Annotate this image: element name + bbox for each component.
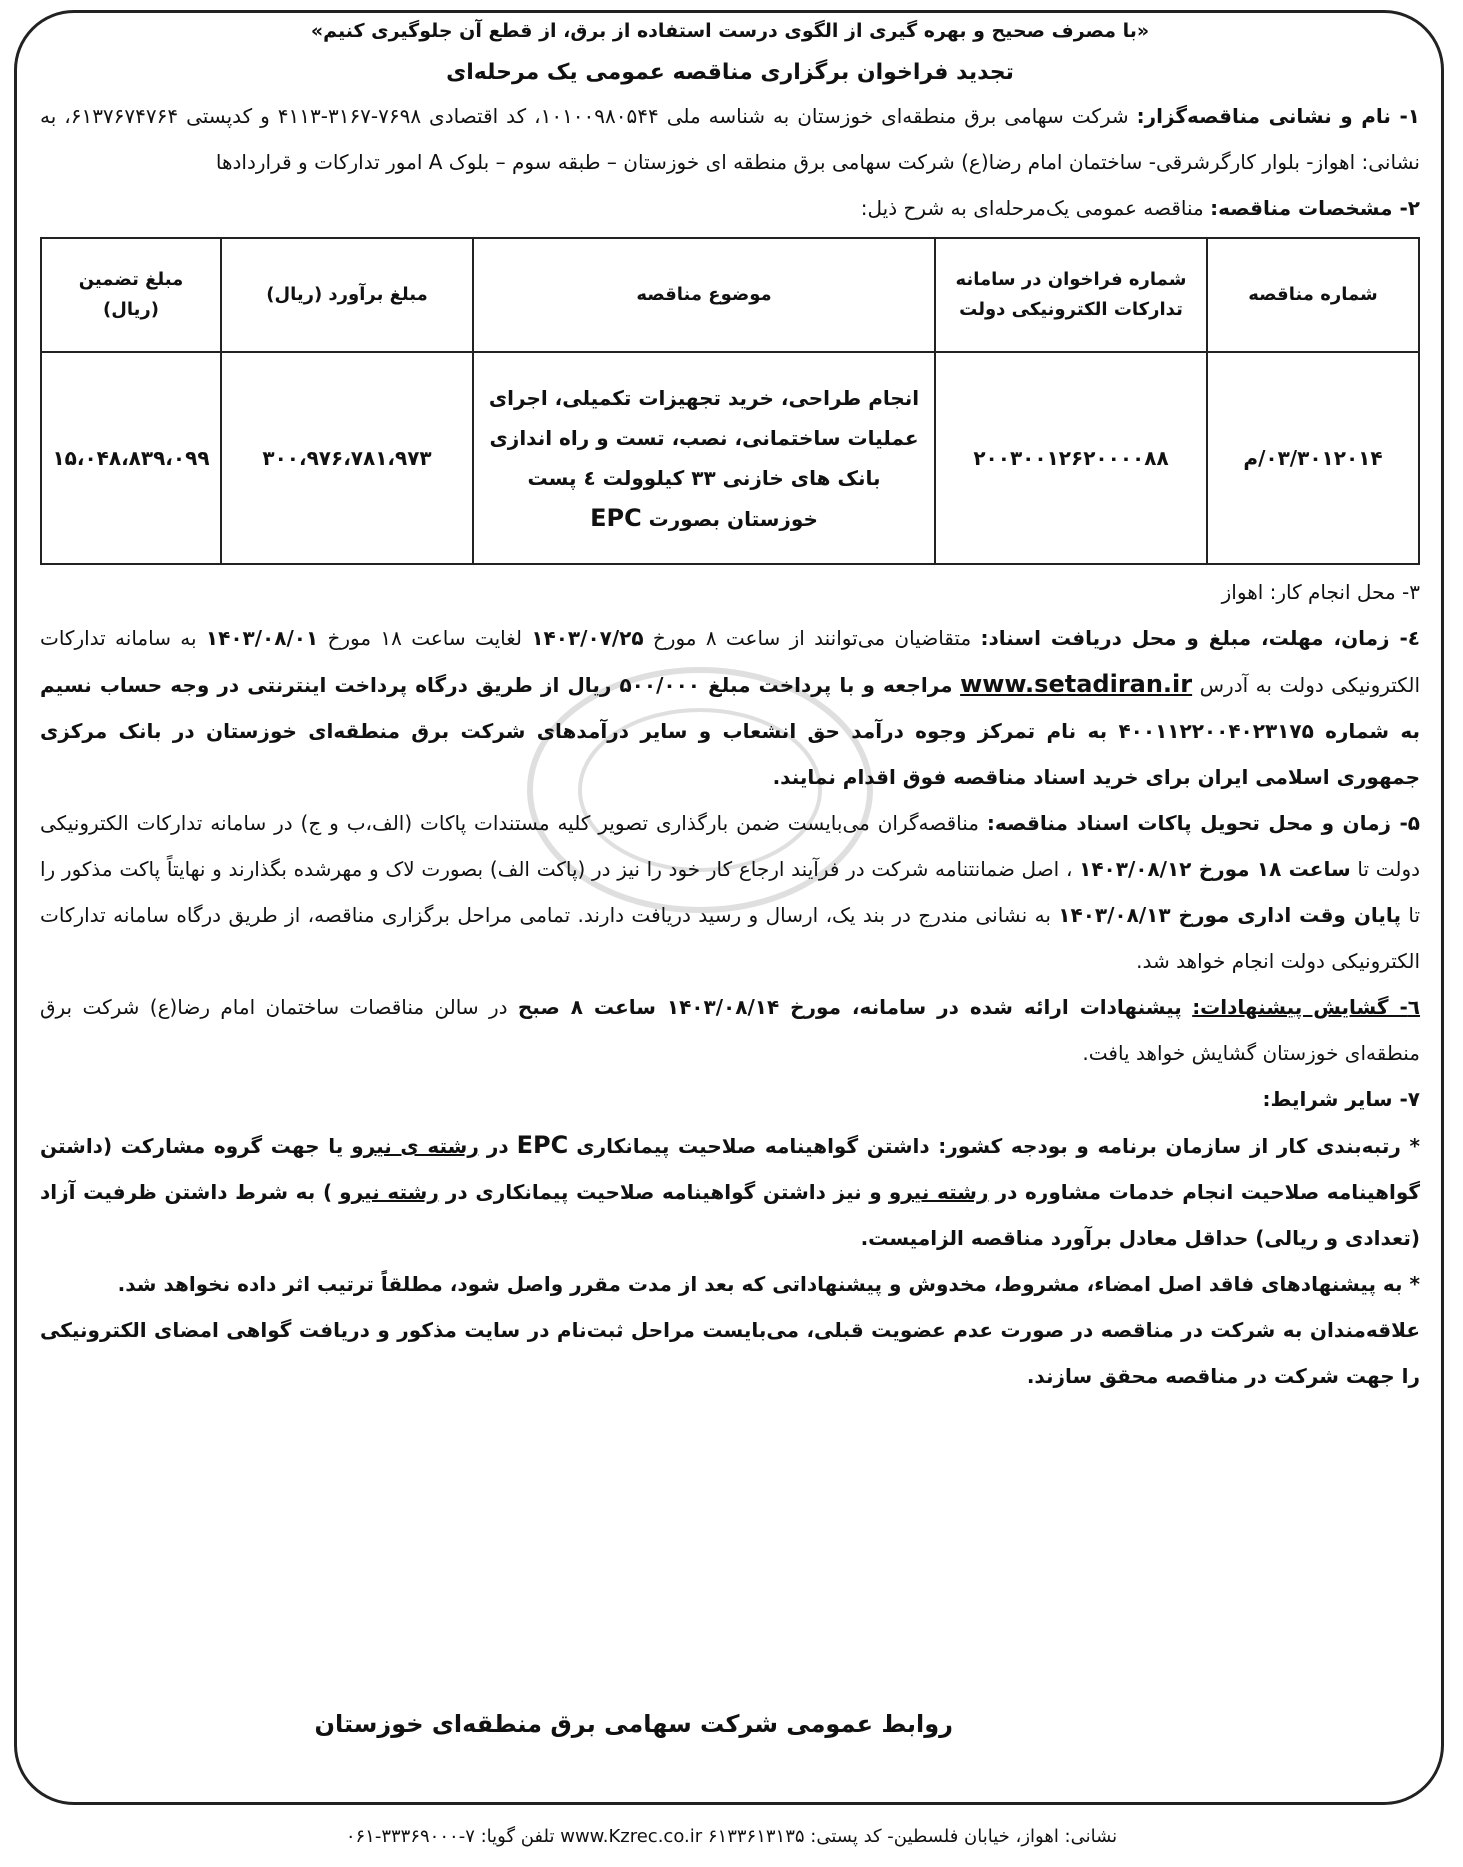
section1-label: ۱- نام و نشانی مناقصه‌گزار:	[1136, 104, 1420, 128]
footer-address: نشانی: اهواز، خیابان فلسطین- کد پستی: ۶۱۳۳۶۱۳۱۳۵ www.Kzrec.co.ir تلفن گویا: ۷-۳۳۳۶۹۰۰۰-۰۶۱	[345, 1826, 1118, 1847]
section5-deadline2: پایان وقت اداری مورخ ۱۴۰۳/۰۸/۱۳	[1058, 903, 1401, 927]
section2-text: مناقصه عمومی یک‌مرحله‌ای به شرح ذیل:	[860, 196, 1204, 220]
table-header-row	[41, 238, 1419, 352]
section-specs	[40, 185, 1420, 231]
cond1-text-b: در	[486, 1134, 509, 1158]
cond3-text: علاقه‌مندان به شرکت در مناقصه در صورت عدم عضویت قبلی، می‌بایست مراحل ثبت‌نام در سایت مذکور و دریافت گواهی امضای الکترونیکی را جهت شرکت در مناقصه محقق سازند.	[40, 1318, 1420, 1388]
cond1-field1: رشته ی نیرو	[351, 1134, 479, 1158]
section5-text-b: ، اصل ضمانتنامه شرکت در فرآیند ارجاع کار خود را نیز در (پاکت الف) بصورت لاک و مهرشده بگذارند و نهایتاً پاکت مذکور را تا	[40, 857, 1421, 927]
cond2-text: * به پیشنهادهای فاقد اصل امضاء، مشروط، مخدوش و پیشنهاداتی که بعد از مدت مقرر واصل شود، مطلقاً ترتیب اثر داده نخواهد شد.	[117, 1272, 1420, 1296]
section4-text-b: لغایت ساعت ۱۸ مورخ	[327, 626, 522, 650]
section-other	[40, 1076, 1420, 1122]
header-call-no: شماره فراخوان در سامانه تدارکات الکترونیکی دولت	[935, 238, 1207, 352]
section4-text-d: مراجعه و با پرداخت مبلغ ۵۰۰/۰۰۰ ریال از طریق درگاه پرداخت اینترنتی در وجه حساب نسیم به شماره ۴۰۰۱۱۲۲۰۰۴۰۲۳۱۷۵ به نام تمرکز وجوه درآمد حق انشعاب و سایر درآمدهای شرکت برق منطقه‌ای خوزستان در بانک مرکزی جمهوری اسلامی ایران برای خرید اسناد مناقصه فوق اقدام نمایند.	[40, 673, 1420, 789]
cell-subject	[473, 352, 935, 564]
section1-text: شرکت سهامی برق منطقه‌ای خوزستان به شناسه ملی ۱۰۱۰۰۹۸۰۵۴۴، کد اقتصادی ۷۶۹۸-۳۱۶۷-۴۱۱۳ و کدپستی ۶۱۳۷۶۷۴۷۶۴، به نشانی: اهواز- بلوار کارگرشرقی- ساختمان امام رضا(ع) شرکت سهامی برق منطقه ای خوزستان – طبقه سوم – بلوک A امور تدارکات و قراردادها	[40, 104, 1420, 174]
section4-label: ٤- زمان، مهلت، مبلغ و محل دریافت اسناد:	[980, 626, 1420, 650]
cond1-text-e: ) به شرط داشتن ظرفیت آزاد (تعدادی و ریالی) حداقل معادل برآورد مناقصه الزامیست.	[40, 1180, 1420, 1250]
section6-text-b: در سالن مناقصات ساختمان امام رضا(ع) شرکت برق منطقه‌ای خوزستان گشایش خواهد یافت.	[40, 995, 1420, 1065]
table-row	[41, 352, 1419, 564]
section3-label: ۳- محل انجام کار:	[1269, 580, 1420, 604]
section-documents	[40, 615, 1420, 800]
cond1-text-a: * رتبه‌بندی کار از سازمان برنامه و بودجه کشور: داشتن گواهینامه صلاحیت پیمانکاری	[576, 1134, 1421, 1158]
cell-guarantee: ۱۵،۰۴۸،۸۳۹،۰۹۹	[41, 352, 221, 564]
subject-epc: EPC	[590, 503, 642, 532]
section3-text: اهواز	[1221, 580, 1264, 604]
section2-label: ۲- مشخصات مناقصه:	[1210, 196, 1420, 220]
cond1-field2: رشته نیرو	[888, 1180, 989, 1204]
tender-table	[40, 237, 1420, 565]
section6-label: ٦- گشایش پیشنهادات:	[1192, 995, 1421, 1019]
section-location	[40, 569, 1420, 615]
section4-text-c: به سامانه تدارکات الکترونیکی دولت به آدرس	[40, 626, 1421, 697]
section6-text-a: پیشنهادات ارائه شده در سامانه، مورخ ۱۴۰۳/۰۸/۱۴ ساعت ۸ صبح	[517, 995, 1182, 1019]
signature-public-relations: روابط عمومی شرکت سهامی برق منطقه‌ای خوزستان	[314, 1710, 953, 1738]
header-tender-no: شماره مناقصه	[1207, 238, 1419, 352]
cond1-field3: رشته نیرو	[339, 1180, 439, 1204]
setadiran-link[interactable]: www.setadiran.ir	[960, 670, 1193, 698]
cond1-text-c: یا جهت گروه مشارکت (داشتن گواهینامه صلاحیت انجام خدمات مشاوره در	[40, 1134, 1421, 1204]
subject-text: انجام طراحی، خرید تجهیزات تکمیلی، اجرای عملیات ساختمانی، نصب، تست و راه اندازی بانک های خازنی ۳۳ کیلوولت ٤ پست خوزستان بصورت	[488, 385, 920, 531]
section5-text-a: مناقصه‌گران می‌بایست ضمن بارگذاری تصویر کلیه مستندات پاکات (الف،ب و ج) در سامانه تدارکات الکترونیکی دولت تا	[40, 811, 1421, 881]
slogan: «با مصرف صحیح و بهره گیری از الگوی درست استفاده از برق، از قطع آن جلوگیری کنیم»	[310, 20, 1150, 42]
section7-label: ۷- سایر شرایط:	[1262, 1087, 1420, 1111]
document-body	[40, 14, 1420, 1399]
section5-text-c: به نشانی مندرج در بند یک، ارسال و رسید دریافت دارند. تمامی مراحل برگزاری مناقصه، از طریق درگاه سامانه تدارکات الکترونیکی دولت انجام خواهد شد.	[40, 903, 1420, 973]
cell-tender-no: ۰۳/۳۰۱۲۰۱۴/م	[1207, 352, 1419, 564]
page-title: تجدید فراخوان برگزاری مناقصه عمومی یک مرحله‌ای	[446, 60, 1014, 85]
condition-registration	[40, 1307, 1420, 1399]
cell-call-no: ۲۰۰۳۰۰۱۲۶۲۰۰۰۰۸۸	[935, 352, 1207, 564]
section-opening	[40, 984, 1420, 1076]
condition-invalid-bids	[40, 1261, 1420, 1307]
section-organizer	[40, 93, 1420, 185]
cell-estimate: ۳۰۰،۹۷۶،۷۸۱،۹۷۳	[221, 352, 473, 564]
condition-rating	[40, 1122, 1420, 1261]
cond1-text-d: و نیز داشتن گواهینامه صلاحیت پیمانکاری در	[445, 1180, 882, 1204]
header-guarantee: مبلغ تضمین (ریال)	[41, 238, 221, 352]
section4-date2: ۱۴۰۳/۰۸/۰۱	[205, 626, 319, 650]
section4-date1: ۱۴۰۳/۰۷/۲۵	[531, 626, 644, 650]
section4-text-a: متقاضیان می‌توانند از ساعت ۸ مورخ	[652, 626, 972, 650]
cond1-epc: EPC	[516, 1131, 569, 1159]
section-submission	[40, 800, 1420, 984]
section5-deadline1: ساعت ۱۸ مورخ ۱۴۰۳/۰۸/۱۲	[1079, 857, 1351, 881]
section5-label: ۵- زمان و محل تحویل پاکات اسناد مناقصه:	[986, 811, 1421, 835]
header-estimate: مبلغ برآورد (ریال)	[221, 238, 473, 352]
header-subject: موضوع مناقصه	[473, 238, 935, 352]
